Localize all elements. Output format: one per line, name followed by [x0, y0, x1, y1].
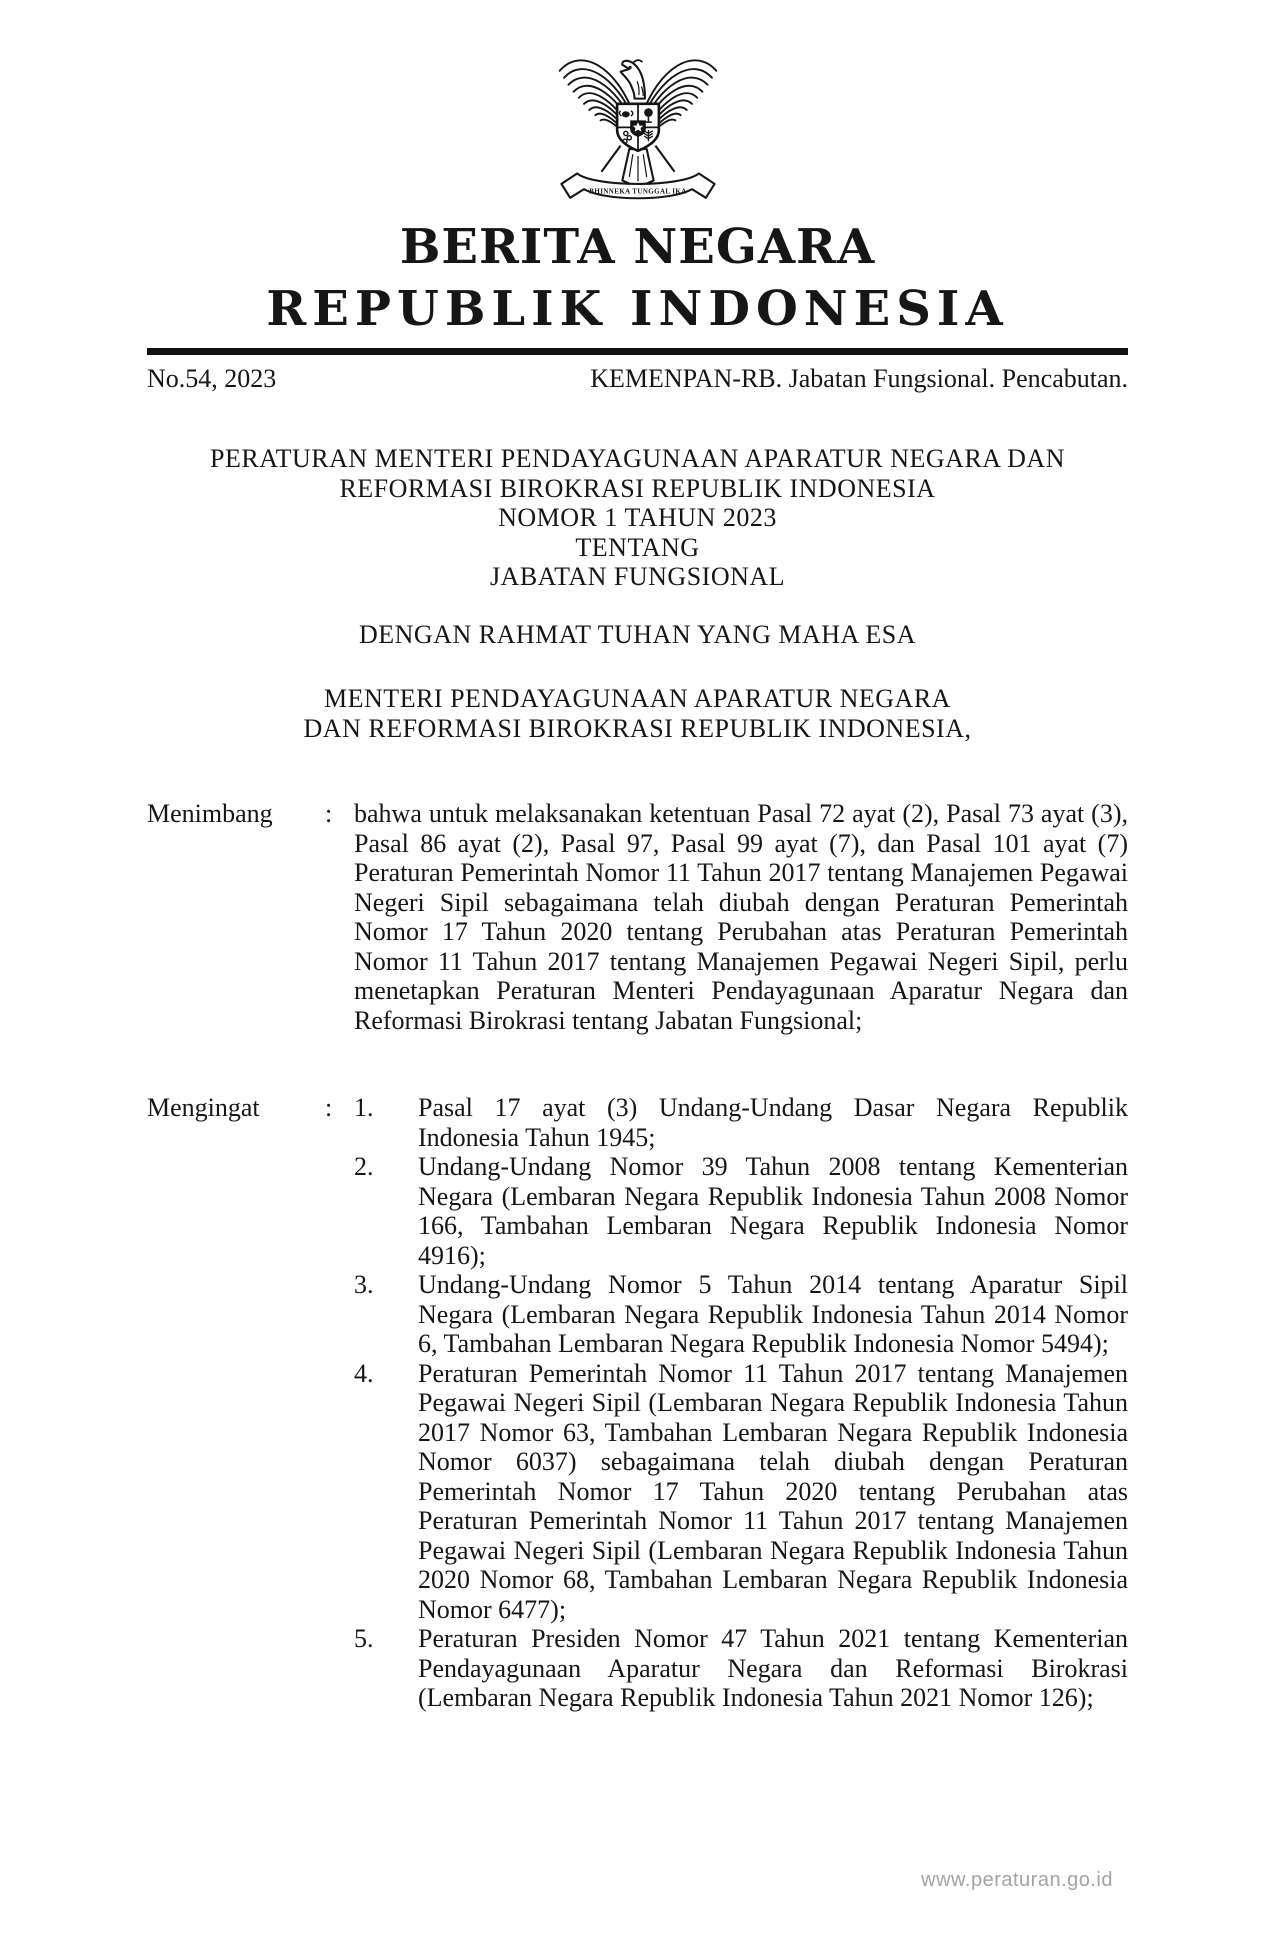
legal-basis-item-number: 1.	[354, 1093, 374, 1122]
legal-basis-item	[354, 1359, 1128, 1625]
gazette-title-line2: REPUBLIK INDONESIA	[266, 281, 1009, 337]
regulation-title-line: PERATURAN MENTERI PENDAYAGUNAAN APARATUR NEGARA DAN	[210, 444, 1065, 473]
invocation-line: DENGAN RAHMAT TUHAN YANG MAHA ESA	[359, 620, 916, 649]
menimbang-label: Menimbang	[147, 799, 273, 828]
legal-basis-item-number: 5.	[354, 1624, 374, 1653]
menimbang-colon: :	[325, 799, 333, 828]
regulation-title	[147, 444, 1128, 592]
legal-basis-item-number: 3.	[354, 1270, 374, 1299]
pancasila-shield	[617, 104, 659, 151]
mengingat-colon: :	[325, 1093, 333, 1122]
masthead-divider-rule	[147, 348, 1128, 355]
issue-row	[147, 364, 1128, 394]
regulation-title-line: REFORMASI BIROKRASI REPUBLIK INDONESIA	[339, 473, 936, 503]
mengingat-list	[354, 1093, 1128, 1713]
authority-block	[147, 684, 1128, 743]
legal-basis-item	[354, 1093, 1128, 1152]
legal-basis-item	[354, 1152, 1128, 1270]
legal-basis-item-text: Undang-Undang Nomor 5 Tahun 2014 tentang Aparatur Sipil Negara (Lembaran Negara Republik Indonesia Tahun 2014 Nomor 6, Tambahan Lembaran Negara Republik Indonesia Nomor 5494);	[418, 1270, 1128, 1358]
authority-line1: MENTERI PENDAYAGUNAAN APARATUR NEGARA	[324, 684, 951, 713]
footer-watermark-url: www.peraturan.go.id	[921, 1869, 1113, 1891]
menimbang-text: bahwa untuk melaksanakan ketentuan Pasal 72 ayat (2), Pasal 73 ayat (3), Pasal 86 ayat (2), Pasal 97, Pasal 99 ayat (7), dan Pasal 101 ayat (7) Peraturan Pemerintah Nomor 11 Tahun 2017 tentang Manajemen Pegawai Negeri Sipil sebagaimana telah diubah dengan Peraturan Pemerintah Nomor 17 Tahun 2020 tentang Perubahan atas Peraturan Pemerintah Nomor 11 Tahun 2017 tentang Manajemen Pegawai Negeri Sipil, perlu menetapkan Peraturan Menteri Pendayagunaan Aparatur Negara dan Reformasi Birokrasi tentang Jabatan Fungsional;	[354, 799, 1128, 1035]
subject-line: KEMENPAN-RB. Jabatan Fungsional. Pencabutan.	[590, 364, 1128, 393]
authority-line2: DAN REFORMASI BIROKRASI REPUBLIK INDONESIA,	[303, 713, 972, 743]
regulation-title-line: JABATAN FUNGSIONAL	[489, 562, 786, 591]
gazette-title-line1: BERITA NEGARA	[399, 219, 876, 275]
legal-basis-item-text: Undang-Undang Nomor 39 Tahun 2008 tentang Kementerian Negara (Lembaran Negara Republik Indonesia Tahun 2008 Nomor 166, Tambahan Lembaran Negara Republik Indonesia Nomor 4916);	[418, 1152, 1128, 1270]
legal-basis-item-number: 2.	[354, 1152, 374, 1181]
mengingat-clause	[147, 1093, 1128, 1713]
menimbang-clause	[147, 799, 1128, 1035]
legal-basis-item	[354, 1624, 1128, 1713]
legal-basis-item-text: Pasal 17 ayat (3) Undang-Undang Dasar Negara Republik Indonesia Tahun 1945;	[418, 1093, 1128, 1152]
motto-text: BHINNEKA TUNGGAL IKA	[588, 187, 687, 196]
legal-basis-item	[354, 1270, 1128, 1359]
issue-number: No.54, 2023	[147, 364, 277, 393]
regulation-title-line: NOMOR 1 TAHUN 2023	[498, 503, 777, 532]
garuda-pancasila-emblem	[551, 36, 725, 210]
gazette-masthead	[0, 216, 1275, 340]
tail-feathers	[622, 149, 653, 187]
legal-basis-item-text: Peraturan Pemerintah Nomor 11 Tahun 2017 tentang Manajemen Pegawai Negeri Sipil (Lembaran Negara Republik Indonesia Tahun 2017 Nomor 63, Tambahan Lembaran Negara Republik Indonesia Nomor 6037) sebagaimana telah diubah dengan Peraturan Pemerintah Nomor 17 Tahun 2020 tentang Perubahan atas Peraturan Pemerintah Nomor 11 Tahun 2017 tentang Manajemen Pegawai Negeri Sipil (Lembaran Negara Republik Indonesia Tahun 2020 Nomor 68, Tambahan Lembaran Negara Republik Indonesia Nomor 6477);	[418, 1358, 1128, 1624]
legal-basis-item-text: Peraturan Presiden Nomor 47 Tahun 2021 tentang Kementerian Pendayagunaan Aparatur Negara dan Reformasi Birokrasi (Lembaran Negara Republik Indonesia Tahun 2021 Nomor 126);	[418, 1624, 1128, 1712]
mengingat-label: Mengingat	[147, 1093, 260, 1122]
regulation-title-line: TENTANG	[575, 532, 700, 562]
legal-basis-item-number: 4.	[354, 1358, 374, 1388]
